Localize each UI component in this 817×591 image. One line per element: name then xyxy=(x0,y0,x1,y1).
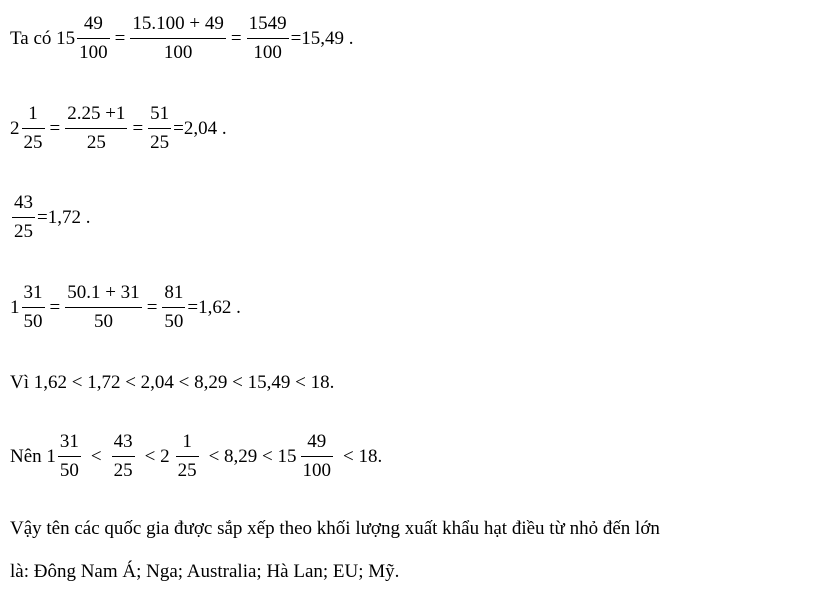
equation-line-4: 1 $\frac{31}{50}$ = $\frac{50.1 + 31}{50}$ = $\frac{81}{50}$ =1,62 . xyxy=(10,282,241,332)
fraction-49-100-ordered: $\frac{49}{100}$ xyxy=(302,431,332,481)
equation-line-3 xyxy=(10,191,90,244)
fraction-43-25-ordered: $\frac{43}{25}$ xyxy=(113,431,133,481)
equation-line-2: 2 $\frac{1}{25}$ = $\frac{2.25 +1}{25}$ = $\frac{51}{25}$ =2,04 . xyxy=(10,103,227,153)
fraction-51-25: $\frac{51}{25}$ xyxy=(150,103,170,153)
line4-prefix: 1 xyxy=(10,296,20,318)
fraction-15100-plus-49: $\frac{15.100 + 49}{100}$ xyxy=(132,13,224,63)
fraction-31-50-ordered: $\frac{31}{50}$ xyxy=(59,431,79,481)
line1-result: =15,49 . xyxy=(290,27,354,49)
comparison-statement: Vì 1,62 < 1,72 < 2,04 < 8,29 < 15,49 < 18. xyxy=(10,372,335,393)
line3-result: =1,72 . xyxy=(37,206,91,228)
fraction-225-plus-1: $\frac{2.25 +1}{25}$ xyxy=(67,103,126,153)
line6-prefix: Nên 1 xyxy=(10,445,56,467)
line2-prefix: 2 xyxy=(10,117,20,139)
fraction-43-25: $\frac{43}{25}$ xyxy=(14,192,33,242)
line2-result: =2,04 . xyxy=(173,117,227,139)
equation-line-1: Ta có 15 $\frac{49}{100}$ = $\frac{15.100 + 49}{100}$ = $\frac{1549}{100}$ =15,49 . xyxy=(10,13,354,63)
fraction-1-25: $\frac{1}{25}$ xyxy=(23,103,43,153)
conclusion-line-1: Vậy tên các quốc gia được sắp xếp theo khối lượng xuất khẩu hạt điều từ nhỏ đến lớn xyxy=(10,518,660,539)
fraction-49-100: $\frac{49}{100}$ xyxy=(79,13,108,63)
fraction-81-50: $\frac{81}{50}$ xyxy=(164,282,184,332)
fraction-31-50: $\frac{31}{50}$ xyxy=(23,282,43,332)
line1-prefix: Ta có 15 xyxy=(10,27,76,49)
ordering-line: Nên 1 $\frac{31}{50}$ < $\frac{43}{25}$ < 2 $\frac{1}{25}$ < 8,29 < 15 $\frac{49}{100}$ < 18. xyxy=(10,431,383,481)
fraction-1-25-ordered: $\frac{1}{25}$ xyxy=(177,431,197,481)
conclusion-line-2: là: Đông Nam Á; Nga; Australia; Hà Lan; EU; Mỹ. xyxy=(10,561,400,582)
fraction-1549-100: $\frac{1549}{100}$ xyxy=(248,13,287,63)
line4-result: =1,62 . xyxy=(187,296,241,318)
fraction-501-plus-31: $\frac{50.1 + 31}{50}$ xyxy=(67,282,140,332)
